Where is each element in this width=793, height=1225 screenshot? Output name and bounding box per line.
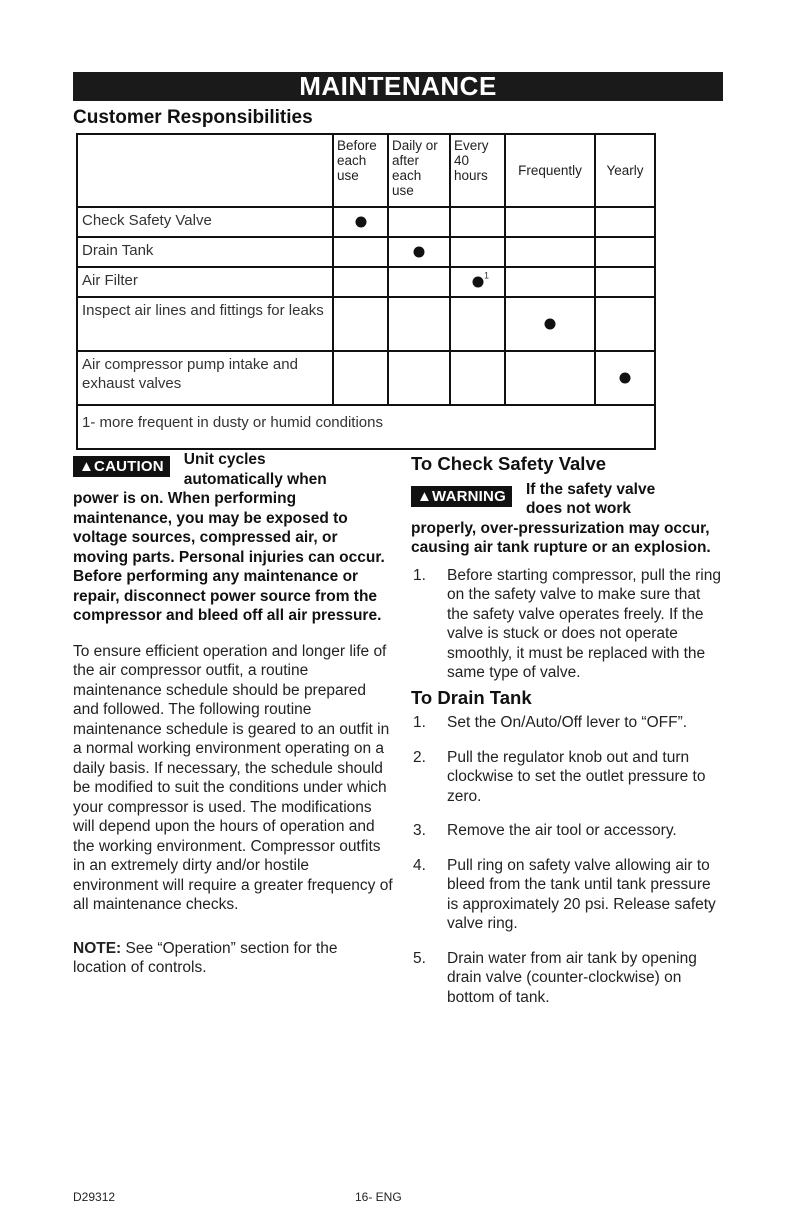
safety-valve-title: To Check Safety Valve	[411, 453, 607, 474]
schedule-cell	[504, 352, 594, 404]
table-header-cell: Frequently	[504, 135, 594, 206]
table-row	[78, 296, 654, 350]
list-item	[411, 949, 721, 1008]
right-column	[411, 454, 721, 1022]
schedule-cell	[594, 268, 654, 296]
table-header-cell	[78, 135, 332, 206]
caution-text: power is on. When performing maintenance, you may be exposed to voltage sources, compressed air, or moving parts. Personal injuries can occur. Before performing any maintenance or repair, disconnect power source from the compressor and bleed off all air pressure.	[73, 490, 385, 624]
schedule-cell	[449, 208, 504, 236]
schedule-cell	[332, 238, 387, 266]
schedule-cell	[449, 268, 504, 296]
schedule-dot	[355, 217, 366, 228]
task-cell: Inspect air lines and fittings for leaks	[82, 302, 324, 319]
table-row	[78, 350, 654, 404]
step-text: Set the On/Auto/Off lever to “OFF”.	[447, 714, 688, 731]
schedule-cell	[594, 352, 654, 404]
table-footnote: 1- more frequent in dusty or humid conditions	[78, 404, 654, 448]
schedule-cell	[387, 352, 449, 404]
schedule-cell	[387, 298, 449, 350]
table-header-cell: Every 40 hours	[449, 135, 504, 206]
schedule-cell	[332, 298, 387, 350]
schedule-cell	[504, 268, 594, 296]
list-item	[411, 856, 721, 934]
caution-lead: Unit cycles automatically when	[183, 451, 327, 488]
task-cell: Drain Tank	[82, 242, 154, 259]
step-number: 2.	[413, 748, 426, 766]
list-item	[411, 713, 721, 733]
step-number: 1.	[413, 714, 426, 731]
schedule-cell	[504, 298, 594, 350]
table-header-cell: Yearly	[594, 135, 654, 206]
table-header-cell: Before each use	[332, 135, 387, 206]
step-number: 1.	[413, 566, 426, 584]
section-banner: MAINTENANCE	[73, 72, 723, 101]
maintenance-schedule-table	[76, 133, 656, 450]
schedule-cell	[332, 208, 387, 236]
note-text: See “Operation” section for the location of controls.	[73, 939, 338, 976]
schedule-cell	[449, 298, 504, 350]
schedule-cell	[449, 238, 504, 266]
warning-lead: If the safety valve does not work	[525, 480, 656, 517]
list-item	[411, 748, 721, 807]
footnote-marker: 1	[484, 270, 490, 281]
step-text: Remove the air tool or accessory.	[447, 822, 677, 839]
schedule-cell	[504, 208, 594, 236]
doc-code: D29312	[73, 1190, 116, 1204]
schedule-cell	[387, 208, 449, 236]
intro-paragraph: To ensure efficient operation and longer life of the air compressor outfit, a routine maintenance schedule should be prepared and followed. The following routine maintenance schedule is geared to an outfit in a normal working environment operating on a daily basis. If necessary, the schedule should be modified to suit the conditions under which your compressor is used. The modifications will depend upon the hours of operation and the working environment. Compressor outfits in an extremely dirty and/or hostile environment will require a greater frequency of all maintenance checks.	[73, 642, 393, 913]
schedule-cell	[332, 268, 387, 296]
task-cell: Air Filter	[82, 272, 138, 289]
schedule-cell	[594, 298, 654, 350]
schedule-dot	[414, 247, 425, 258]
caution-badge: ▲CAUTION	[73, 456, 170, 477]
schedule-cell	[387, 238, 449, 266]
table-row	[78, 206, 654, 236]
step-number: 3.	[413, 822, 426, 839]
list-item	[411, 821, 721, 841]
step-number: 4.	[413, 856, 426, 874]
section-title: Customer Responsibilities	[73, 107, 313, 128]
warning-block	[411, 480, 721, 519]
schedule-cell	[449, 352, 504, 404]
left-column	[73, 450, 393, 978]
schedule-cell	[594, 238, 654, 266]
task-cell: Air compressor pump intake and exhaust valves	[82, 356, 298, 392]
schedule-dot	[472, 270, 490, 288]
note-paragraph	[73, 939, 393, 978]
caution-block	[73, 450, 393, 489]
step-number: 5.	[413, 949, 426, 967]
table-header-cell: Daily or after each use	[387, 135, 449, 206]
step-text: Before starting compressor, pull the ring on the safety valve to make sure that the safety valve operates freely. If the valve is stuck or does not operate smoothly, it must be replaced with the same type of valve.	[447, 566, 721, 681]
schedule-cell	[504, 238, 594, 266]
step-text: Drain water from air tank by opening drain valve (counter-clockwise) on bottom of tank.	[447, 949, 697, 1006]
list-item	[411, 566, 721, 683]
table-header-row	[78, 135, 654, 206]
drain-tank-title: To Drain Tank	[411, 686, 532, 708]
step-text: Pull the regulator knob out and turn clockwise to set the outlet pressure to zero.	[447, 748, 706, 805]
table-row	[78, 236, 654, 266]
schedule-cell	[594, 208, 654, 236]
safety-valve-steps	[411, 566, 721, 683]
schedule-dot	[545, 319, 556, 330]
note-label: NOTE:	[73, 939, 122, 957]
page-number: 16- ENG	[355, 1190, 402, 1204]
schedule-cell	[387, 268, 449, 296]
table-row	[78, 266, 654, 296]
task-cell: Check Safety Valve	[82, 212, 212, 229]
drain-tank-steps	[411, 713, 721, 1007]
step-text: Pull ring on safety valve allowing air to bleed from the tank until tank pressure is approximately 20 psi. Release safety valve ring.	[447, 856, 716, 932]
schedule-dot	[620, 373, 631, 384]
schedule-cell	[332, 352, 387, 404]
warning-badge: ▲WARNING	[411, 486, 512, 507]
warning-text: properly, over-pressurization may occur, causing air tank rupture or an explosion.	[411, 519, 711, 556]
